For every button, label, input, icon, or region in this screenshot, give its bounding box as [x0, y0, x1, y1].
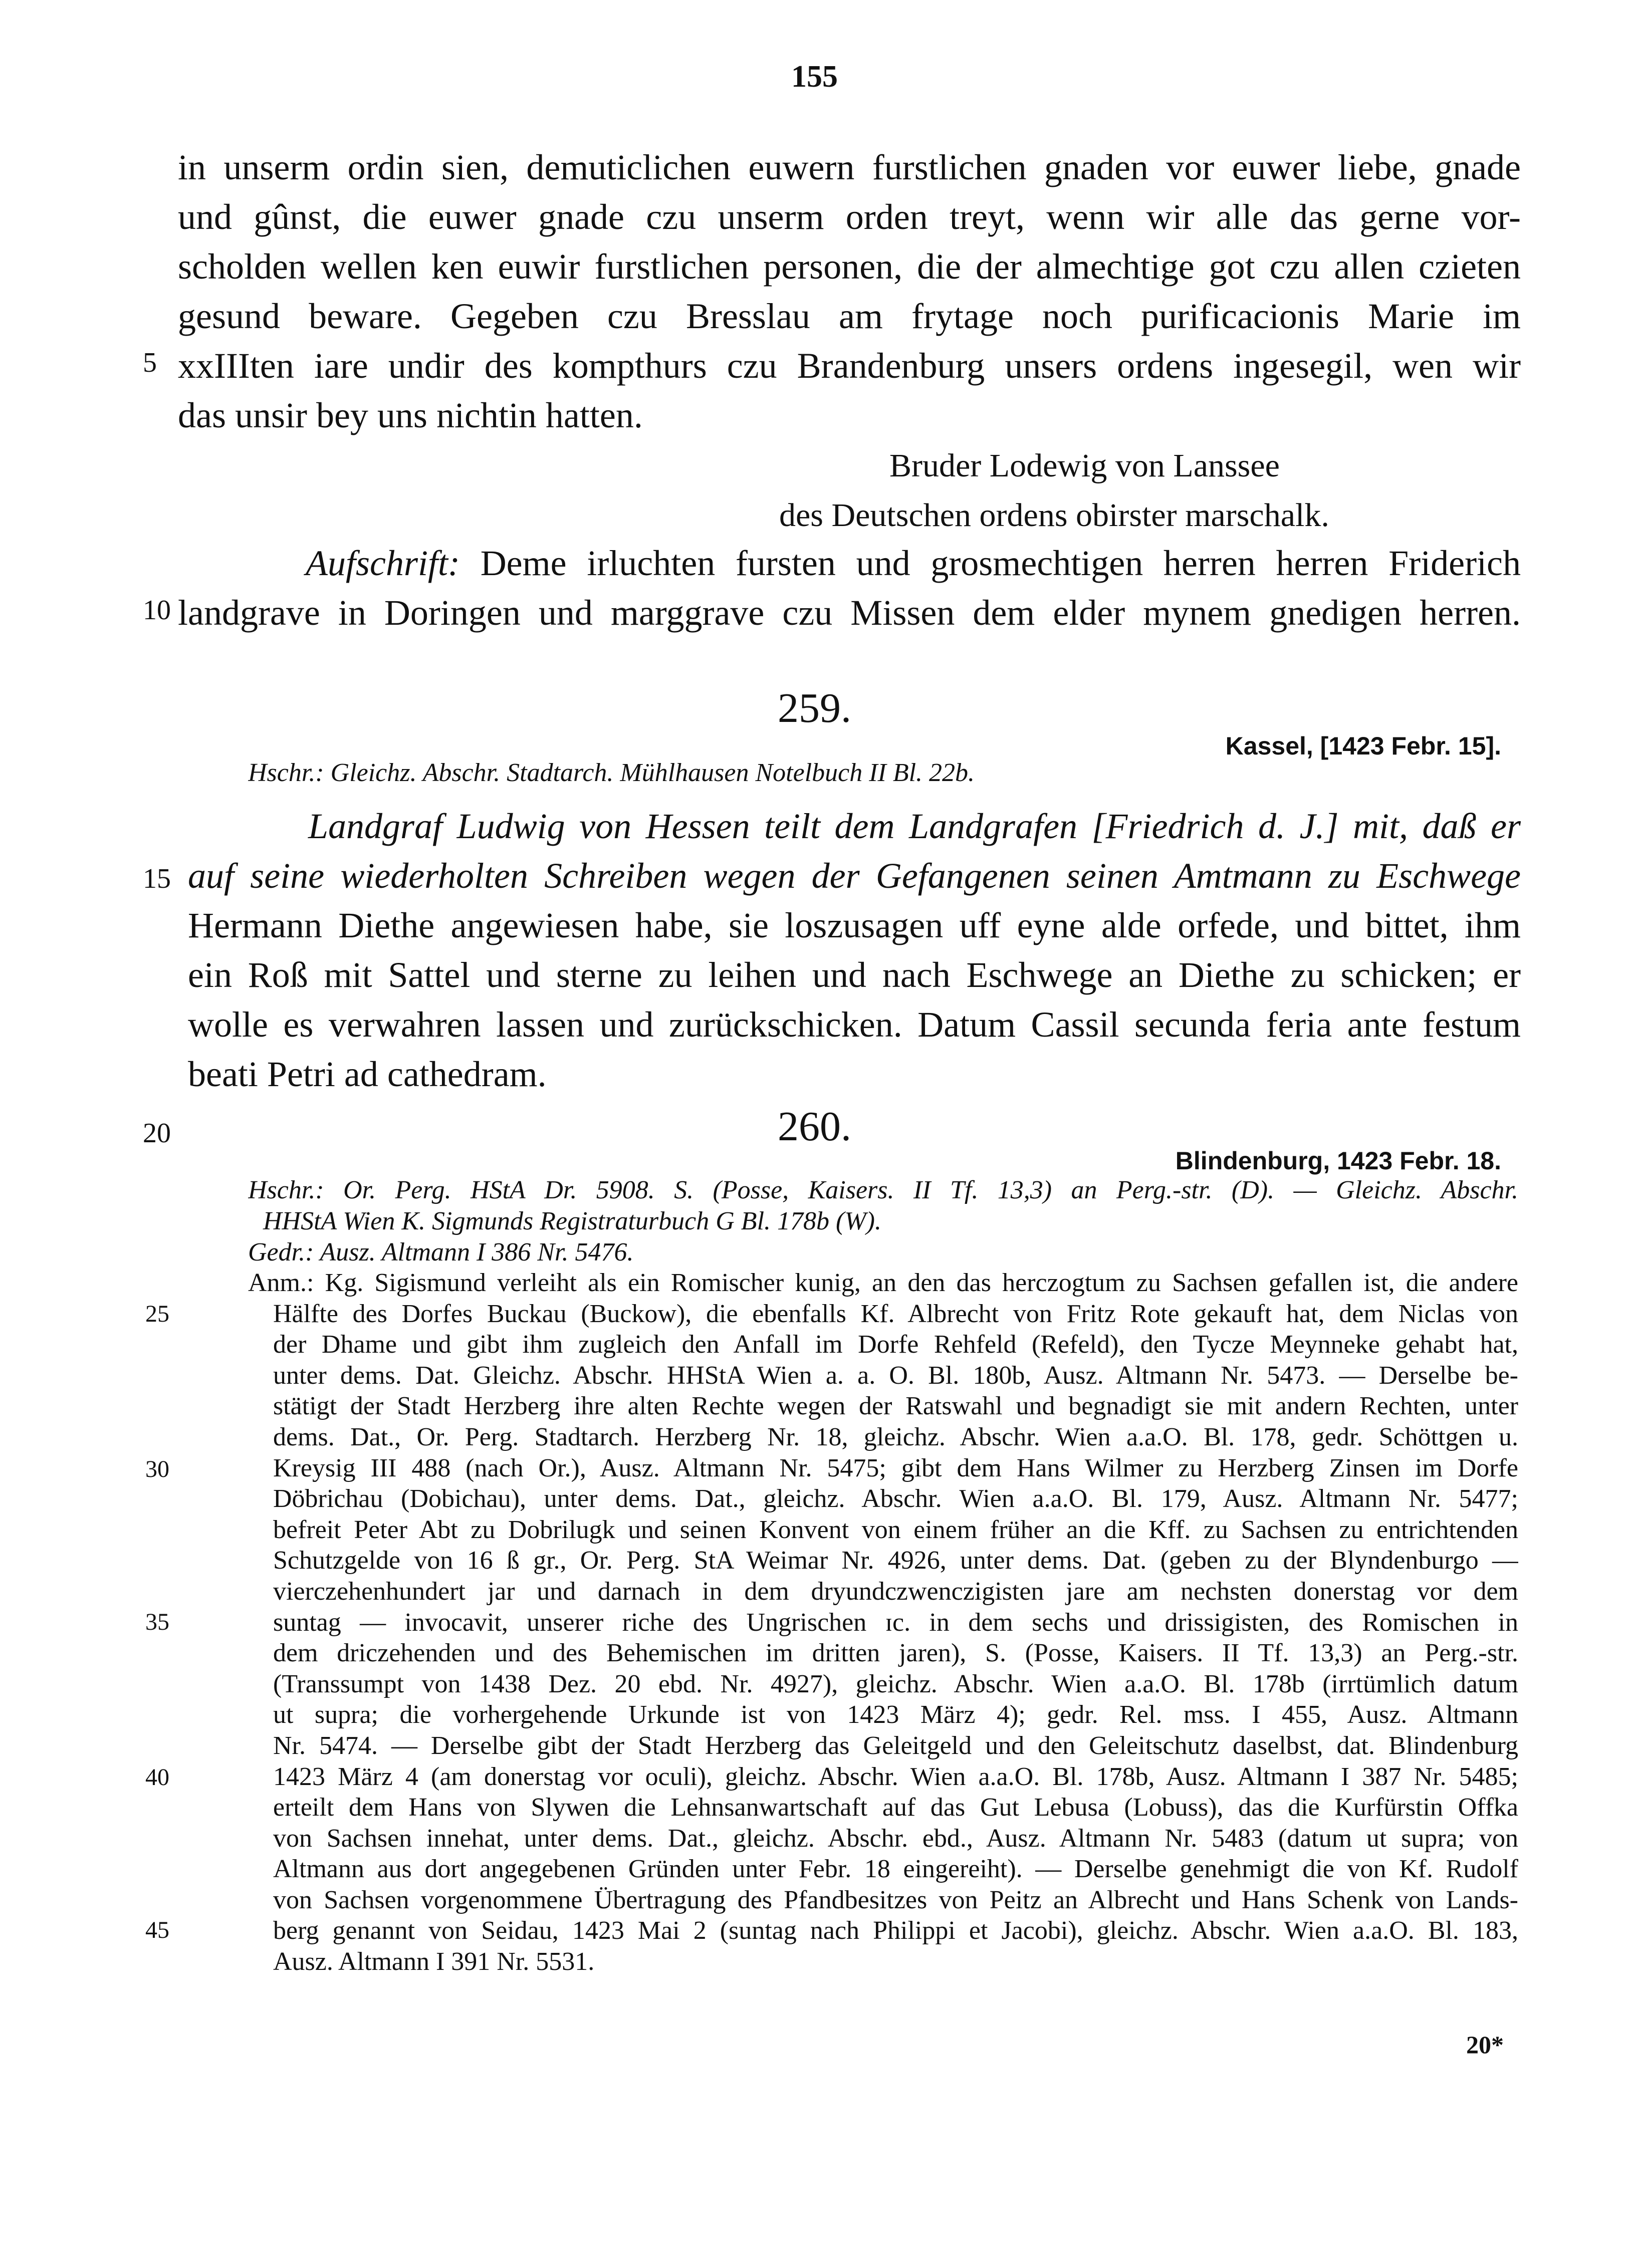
line-number: 35: [145, 1609, 169, 1635]
text-line: das unsir bey uns nichtin hatten.: [178, 395, 643, 435]
line-number: 5: [143, 347, 157, 378]
note-line: ut supra; die vorhergehende Urkunde ist von 1423 März 4); gedr. Rel. mss. I 455, Ausz. Altmann: [273, 1700, 1518, 1729]
address-label: Aufschrift:: [306, 543, 460, 583]
note-line: Hälfte des Dorfes Buckau (Buckow), die ebenfalls Kf. Albrecht von Fritz Rote gekauft hat, dem Niclas von: [273, 1299, 1518, 1328]
line-number: 40: [145, 1764, 169, 1791]
line-number: 10: [143, 595, 171, 626]
source-line: Gedr.: Ausz. Altmann I 386 Nr. 5476.: [248, 1238, 634, 1267]
source-line: Hschr.: Or. Perg. HStA Dr. 5908. S. (Posse, Kaisers. II Tf. 13,3) an Perg.-str. (D). — Gleichz. Abschr.: [248, 1176, 1518, 1204]
annotation-text: [248, 1268, 1518, 1977]
note-line: Anm.: Kg. Sigismund verleiht als ein Romischer kunig, an den das herczogtum zu Sachsen gefallen ist, die andere: [248, 1269, 1518, 1297]
note-line: 1423 März 4 (am donerstag vor oculi), gleichz. Abschr. Wien a.a.O. Bl. 178b, Ausz. Altmann I 387 Nr. 5485;: [273, 1762, 1518, 1791]
document-number: 260.: [778, 1103, 851, 1150]
letter-closing-text: [178, 143, 1521, 440]
document-number: 259.: [778, 685, 851, 731]
address-line: landgrave in Doringen und marggrave czu Missen dem elder mynem gnedigen herren.: [178, 593, 1521, 633]
letter-signature: [178, 441, 1521, 540]
letter-address: [178, 539, 1521, 638]
note-line: erteilt dem Hans von Slywen die Lehnsanwartschaft auf das Gut Lebusa (Lobuss), das die Kurfürstin Offka: [273, 1793, 1518, 1822]
page-number: 155: [791, 60, 838, 94]
text-line: auf seine wiederholten Schreiben wegen der Gefangenen seinen Amtmann zu Eschwege: [188, 856, 1521, 896]
line-number: 25: [145, 1301, 169, 1327]
text-line: Landgraf Ludwig von Hessen teilt dem Landgrafen [Friedrich d. J.] mit, daß er: [308, 806, 1521, 846]
line-number: 45: [145, 1917, 169, 1943]
note-line: der Dhame und gibt ihm zugleich den Anfall im Dorfe Rehfeld (Refeld), den Tycze Meynneke gehabt hat,: [273, 1330, 1518, 1359]
source-line: Hschr.: Gleichz. Abschr. Stadtarch. Mühlhausen Notelbuch II Bl. 22b.: [248, 759, 975, 787]
document-source: [248, 1175, 1518, 1268]
note-line: Schutzgelde von 16 ß gr., Or. Perg. StA Weimar Nr. 4926, unter dems. Dat. (geben zu der Blyndenburgo —: [273, 1546, 1518, 1575]
text-line: in unserm ordin sien, demuticlichen euwern furstlichen gnaden vor euwer liebe, gnade: [178, 147, 1521, 187]
signature-line: des Deutschen ordens obirster marschalk.: [779, 497, 1329, 534]
note-line: Ausz. Altmann I 391 Nr. 5531.: [273, 1947, 595, 1976]
signature-line: Bruder Lodewig von Lanssee: [889, 447, 1280, 484]
signature-mark: 20*: [1466, 2031, 1504, 2059]
note-line: suntag — invocavit, unserer riche des Ungrischen ɪc. in dem sechs und drissigisten, des Romischen in: [273, 1608, 1518, 1637]
note-line: Döbrichau (Dobichau), unter dems. Dat., gleichz. Abschr. Wien a.a.O. Bl. 179, Ausz. Altmann Nr. 5477;: [273, 1484, 1518, 1514]
text-line: xxIIIten iare undir des kompthurs czu Brandenburg unsers ordens ingesegil, wen wir: [178, 346, 1521, 386]
document-source: [248, 758, 1591, 789]
note-line: von Sachsen innehat, unter dems. Dat., gleichz. Abschr. ebd., Ausz. Altmann Nr. 5483 (datum ut supra; von: [273, 1824, 1518, 1853]
text-line: scholden wellen ken euwir furstlichen personen, die der almechtige got czu allen czieten: [178, 246, 1521, 287]
address-line: Aufschrift: Deme irluchten fursten und grosmechtigen herren herren Friderich: [306, 543, 1521, 583]
note-line: vierczehenhundert jar und darnach in dem dryundczwenczigisten jare am nechsten donerstag vor dem: [273, 1577, 1518, 1606]
text-line: beati Petri ad cathedram.: [188, 1054, 547, 1094]
note-line: dem driczehenden und des Behemischen im dritten jaren), S. (Posse, Kaisers. II Tf. 13,3) an Perg.-str.: [273, 1639, 1518, 1668]
note-line: stätigt der Stadt Herzberg ihre alten Rechte wegen der Ratswahl und begnadigt sie mit andern Rechten, unter: [273, 1392, 1518, 1421]
line-number: 15: [143, 863, 171, 894]
text-line: und gûnst, die euwer gnade czu unserm orden treyt, wenn wir alle das gerne vor-: [178, 197, 1521, 237]
note-line: Nr. 5474. — Derselbe gibt der Stadt Herzberg das Geleitgeld und den Geleitschutz daselbst, dat. Blindenburg: [273, 1731, 1518, 1760]
text-line: gesund beware. Gegeben czu Bresslau am frytage noch purificacionis Marie im: [178, 296, 1521, 336]
note-line: Altmann aus dort angegebenen Gründen unter Febr. 18 eingereiht). — Derselbe genehmigt die von Kf. Rudolf: [273, 1855, 1518, 1884]
note-line: (Transsumpt von 1438 Dez. 20 ebd. Nr. 4927), gleichz. Abschr. Wien a.a.O. Bl. 178b (irrtümlich datum: [273, 1669, 1518, 1698]
text-line: wolle es verwahren lassen und zurückschicken. Datum Cassil secunda feria ante festum: [188, 1004, 1521, 1045]
text-line: Hermann Diethe angewiesen habe, sie loszusagen uff eyne alde orfede, und bittet, ihm: [188, 905, 1521, 945]
note-line: befreit Peter Abt zu Dobrilugk und seinen Konvent von einem früher an die Kff. zu Sachsen zu entrichtenden: [273, 1515, 1518, 1544]
document-dateline: Blindenburg, 1423 Febr. 18.: [1175, 1147, 1501, 1175]
source-line: HHStA Wien K. Sigmunds Registraturbuch G Bl. 178b (W).: [263, 1207, 881, 1235]
note-line: berg genannt von Seidau, 1423 Mai 2 (suntag nach Philippi et Jacobi), gleichz. Abschr. Wien a.a.O. Bl. 183,: [273, 1916, 1518, 1945]
line-number: 30: [145, 1456, 169, 1482]
line-number: 20: [143, 1118, 171, 1149]
regest-text: [188, 802, 1521, 1099]
note-line: dems. Dat., Or. Perg. Stadtarch. Herzberg Nr. 18, gleichz. Abschr. Wien a.a.O. Bl. 178, gedr. Schöttgen u.: [273, 1422, 1518, 1451]
text-line: ein Roß mit Sattel und sterne zu leihen und nach Eschwege an Diethe zu schicken; er: [188, 955, 1521, 995]
note-line: unter dems. Dat. Gleichz. Abschr. HHStA Wien a. a. O. Bl. 180b, Ausz. Altmann Nr. 5473. — Derselbe be-: [273, 1361, 1518, 1390]
document-dateline: Kassel, [1423 Febr. 15].: [1225, 732, 1501, 760]
note-line: Kreysig III 488 (nach Or.), Ausz. Altmann Nr. 5475; gibt dem Hans Wilmer zu Herzberg Zinsen im Dorfe: [273, 1453, 1518, 1482]
note-line: von Sachsen vorgenommene Übertragung des Pfandbesitzes von Peitz an Albrecht und Hans Schenk von Lands-: [273, 1885, 1518, 1914]
